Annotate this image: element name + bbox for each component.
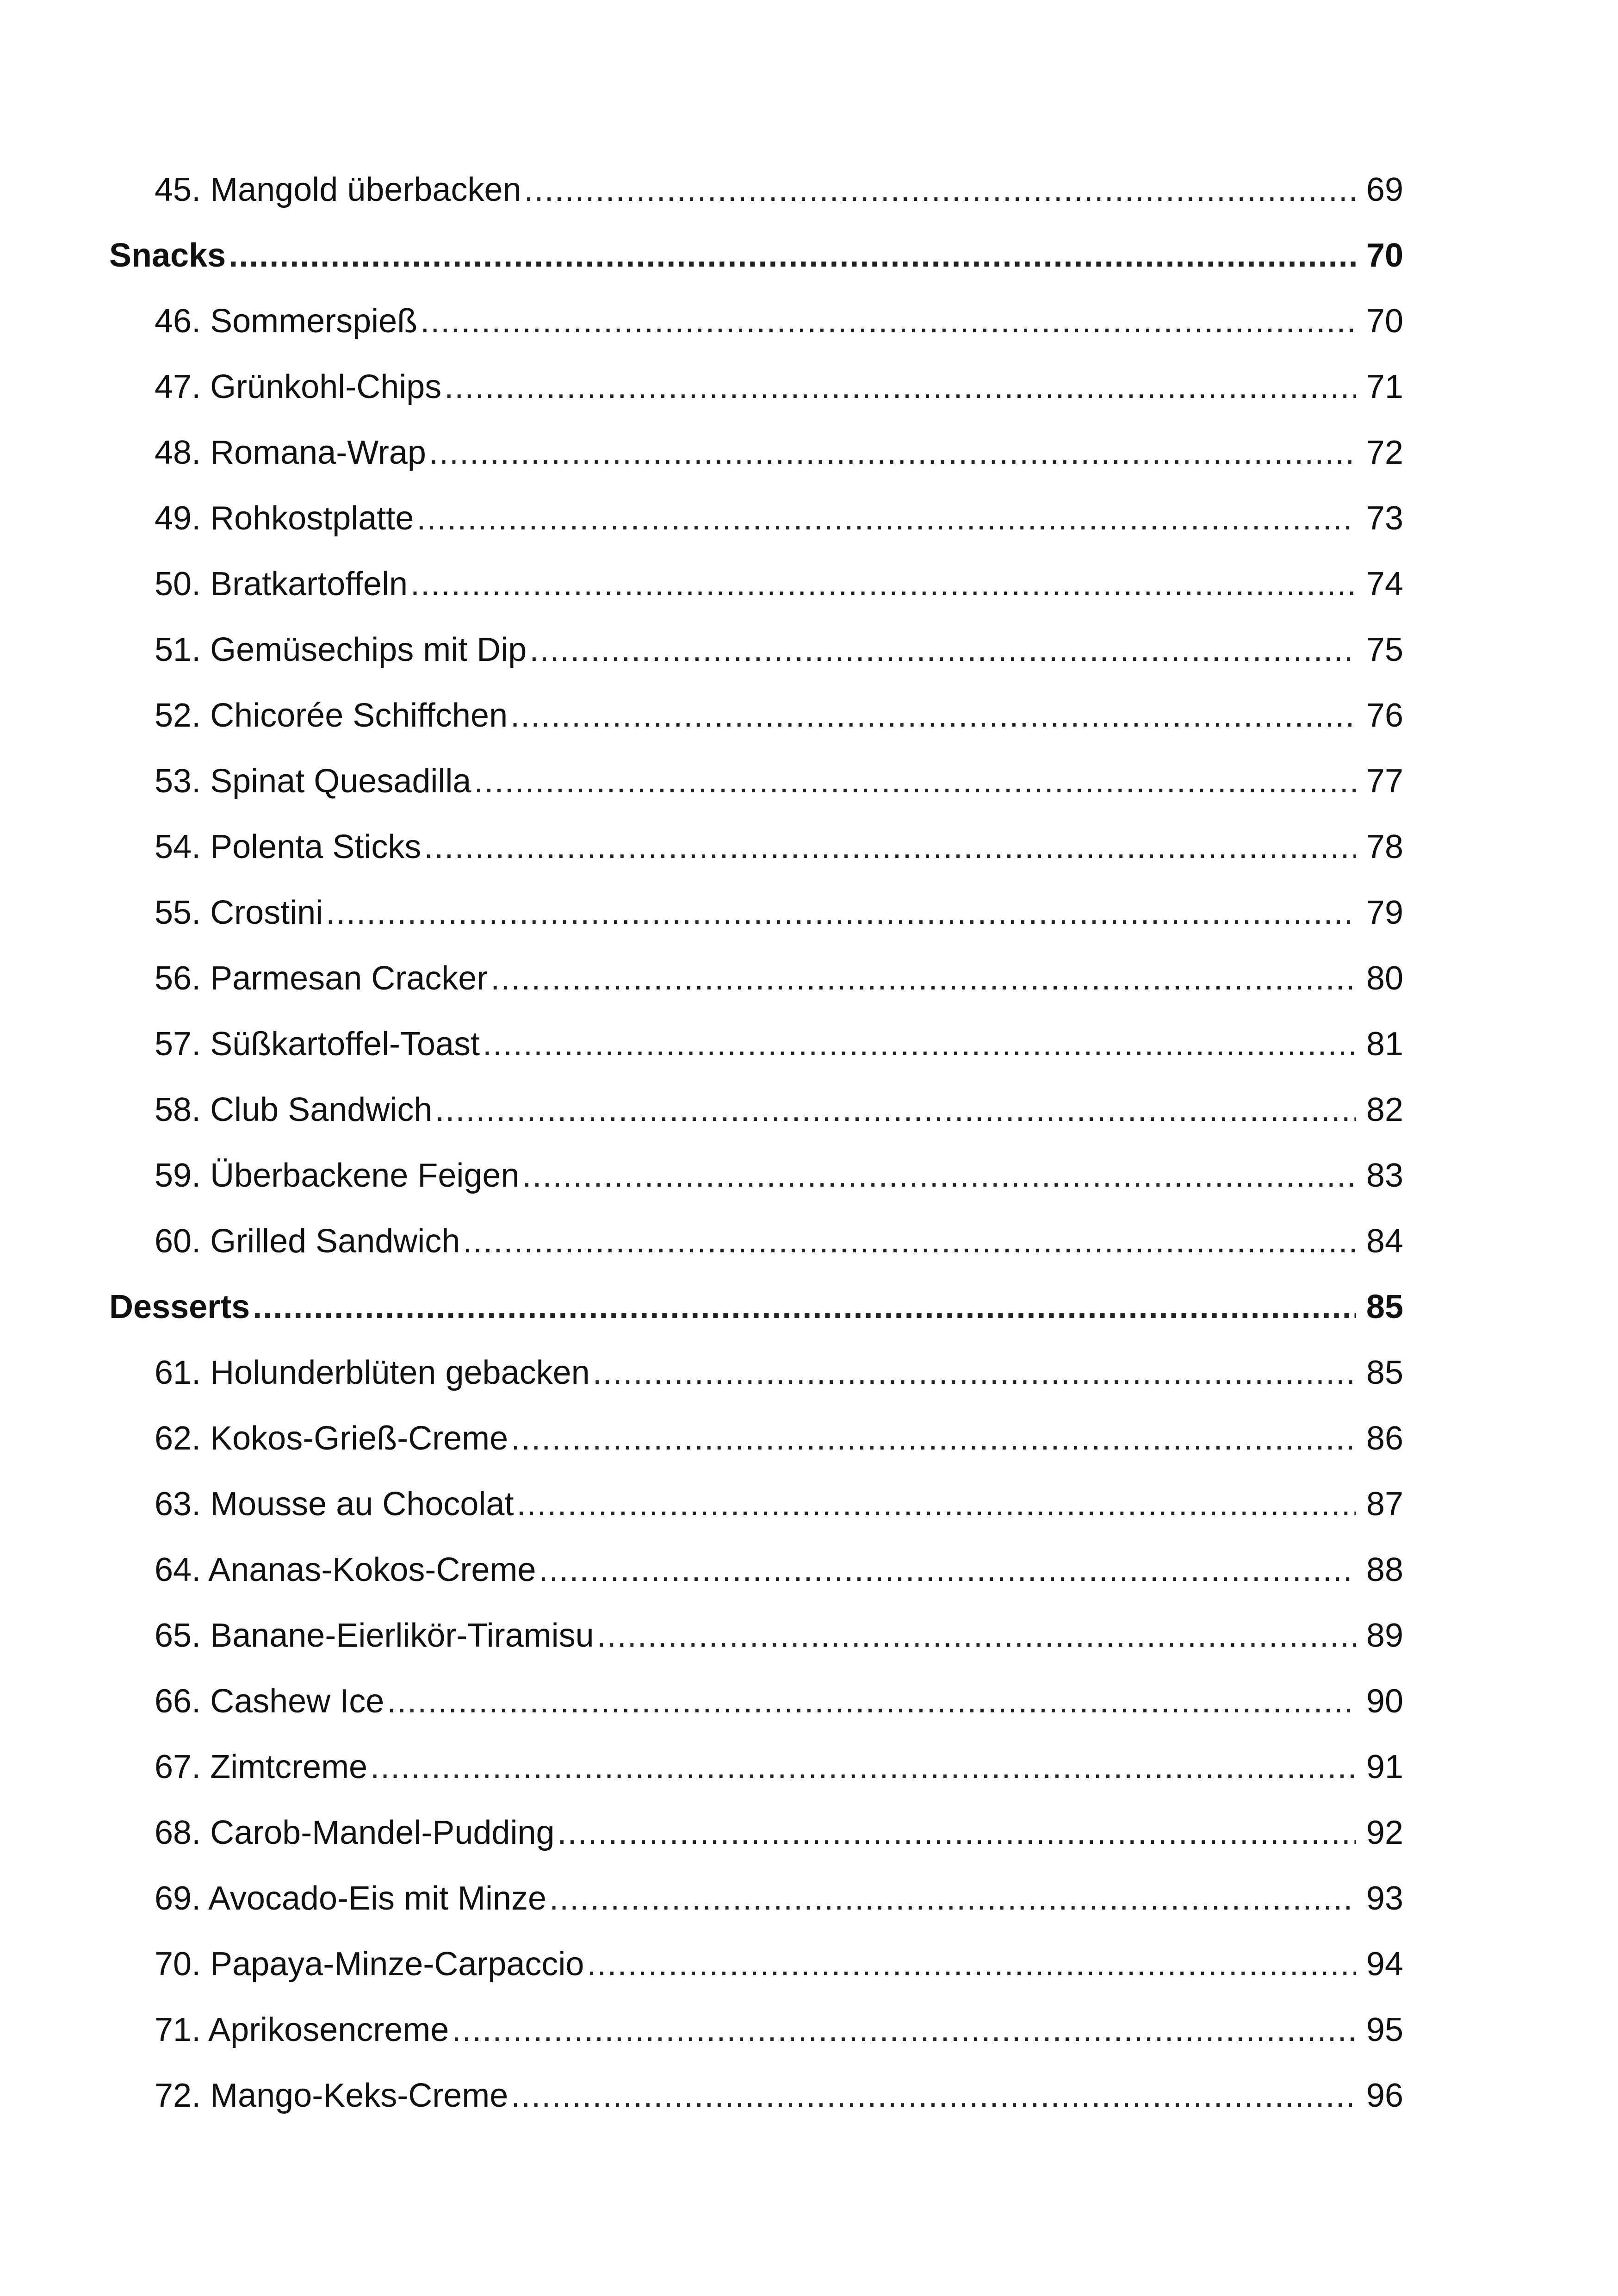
toc-page-number: 77 — [1366, 763, 1403, 800]
toc-entry[interactable] — [155, 1213, 1403, 1269]
dot-leader — [229, 228, 1356, 283]
toc-page-number: 90 — [1366, 1683, 1403, 1720]
toc-entry-title: 64. Ananas-Kokos-Creme — [155, 1551, 536, 1588]
toc-page-number: 96 — [1366, 2077, 1403, 2114]
toc-page-number: 92 — [1366, 1814, 1403, 1851]
toc-page-number: 83 — [1366, 1157, 1403, 1194]
toc-entry-title: 53. Spinat Quesadilla — [155, 763, 471, 800]
toc-entry[interactable] — [155, 1542, 1403, 1598]
toc-entry[interactable] — [155, 622, 1403, 678]
toc-entry-title: 45. Mangold überbacken — [155, 171, 521, 208]
toc-page-number: 81 — [1366, 1026, 1403, 1063]
toc-entry[interactable] — [155, 1082, 1403, 1138]
toc-page-number: 76 — [1366, 697, 1403, 734]
toc-entry-title: 68. Carob-Mandel-Pudding — [155, 1814, 555, 1851]
toc-page-number: 74 — [1366, 566, 1403, 603]
toc-entry-title: 51. Gemüsechips mit Dip — [155, 631, 527, 668]
toc-entry-title: 52. Chicorée Schiffchen — [155, 697, 508, 734]
dot-leader — [424, 819, 1356, 875]
dot-leader — [435, 1082, 1356, 1138]
toc-page-number: 70 — [1366, 237, 1403, 274]
toc-entry[interactable] — [155, 1608, 1403, 1663]
dot-leader — [416, 491, 1356, 546]
toc-entry-title: 50. Bratkartoffeln — [155, 566, 408, 603]
toc-entry[interactable] — [155, 491, 1403, 546]
toc-entry[interactable] — [155, 1148, 1403, 1203]
toc-entry[interactable] — [155, 1674, 1403, 1729]
toc-page-number: 85 — [1366, 1354, 1403, 1391]
toc-entry-title: 71. Aprikosencreme — [155, 2011, 449, 2048]
dot-leader — [370, 1739, 1356, 1795]
toc-page-number: 89 — [1366, 1617, 1403, 1654]
toc-entry[interactable] — [155, 885, 1403, 940]
toc-entry[interactable] — [155, 819, 1403, 875]
dot-leader — [387, 1674, 1356, 1729]
toc-section-heading[interactable] — [109, 1279, 1403, 1335]
dot-leader — [522, 1148, 1356, 1203]
toc-section-title: Snacks — [109, 237, 226, 274]
toc-entry-title: 57. Süßkartoffel-Toast — [155, 1026, 480, 1063]
toc-entry-title: 72. Mango-Keks-Creme — [155, 2077, 508, 2114]
toc-entry[interactable] — [155, 2002, 1403, 2058]
toc-entry[interactable] — [155, 1739, 1403, 1795]
toc-page-number: 94 — [1366, 1946, 1403, 1983]
toc-page-number: 86 — [1366, 1420, 1403, 1457]
toc-page-number: 91 — [1366, 1748, 1403, 1786]
toc-page-number: 88 — [1366, 1551, 1403, 1588]
dot-leader — [326, 885, 1356, 940]
toc-page-number: 71 — [1366, 368, 1403, 405]
toc-entry[interactable] — [155, 556, 1403, 612]
toc-entry[interactable] — [155, 425, 1403, 480]
toc-entry-title: 48. Romana-Wrap — [155, 434, 426, 471]
toc-entry-title: 46. Sommerspieß — [155, 303, 418, 340]
toc-section-heading[interactable] — [109, 228, 1403, 283]
dot-leader — [474, 753, 1356, 809]
toc-page-number: 72 — [1366, 434, 1403, 471]
toc-entry[interactable] — [155, 1476, 1403, 1532]
toc-entry-title: 65. Banane-Eierlikör-Tiramisu — [155, 1617, 594, 1654]
toc-entry-title: 54. Polenta Sticks — [155, 828, 422, 865]
toc-entry[interactable] — [155, 1936, 1403, 1992]
dot-leader — [444, 359, 1356, 415]
dot-leader — [420, 293, 1356, 349]
dot-leader — [549, 1871, 1356, 1926]
toc-page-number: 70 — [1366, 303, 1403, 340]
toc-entry-title: 55. Crostini — [155, 894, 323, 931]
dot-leader — [558, 1805, 1356, 1860]
toc-entry[interactable] — [155, 1805, 1403, 1860]
toc-entry-title: 61. Holunderblüten gebacken — [155, 1354, 590, 1391]
toc-entry[interactable] — [155, 359, 1403, 415]
toc-page-number: 78 — [1366, 828, 1403, 865]
dot-leader — [410, 556, 1356, 612]
toc-entry-title: 59. Überbackene Feigen — [155, 1157, 520, 1194]
toc-entry-title: 58. Club Sandwich — [155, 1091, 433, 1128]
toc-entry[interactable] — [155, 1411, 1403, 1466]
dot-leader — [529, 622, 1356, 678]
dot-leader — [490, 951, 1356, 1006]
toc-entry-title: 66. Cashew Ice — [155, 1683, 384, 1720]
toc-page-number: 80 — [1366, 960, 1403, 997]
toc-entry-title: 70. Papaya-Minze-Carpaccio — [155, 1946, 584, 1983]
toc-entry-title: 60. Grilled Sandwich — [155, 1223, 460, 1260]
toc-entry[interactable] — [155, 951, 1403, 1006]
dot-leader — [539, 1542, 1356, 1598]
dot-leader — [511, 1411, 1356, 1466]
toc-entry-title: 62. Kokos-Grieß-Creme — [155, 1420, 508, 1457]
toc-page-number: 85 — [1366, 1288, 1403, 1325]
dot-leader — [463, 1213, 1356, 1269]
dot-leader — [516, 1476, 1356, 1532]
toc-entry-title: 47. Grünkohl-Chips — [155, 368, 442, 405]
dot-leader — [524, 162, 1356, 218]
dot-leader — [483, 1016, 1356, 1072]
dot-leader — [452, 2002, 1356, 2058]
toc-page-number: 75 — [1366, 631, 1403, 668]
toc-page-number: 73 — [1366, 500, 1403, 537]
toc-page-number: 82 — [1366, 1091, 1403, 1128]
dot-leader — [510, 688, 1356, 743]
toc-entry-title: 56. Parmesan Cracker — [155, 960, 488, 997]
toc-page-number: 69 — [1366, 171, 1403, 208]
toc-entry[interactable] — [155, 1016, 1403, 1072]
dot-leader — [253, 1279, 1356, 1335]
toc-entry[interactable] — [155, 1345, 1403, 1400]
toc-page-number: 84 — [1366, 1223, 1403, 1260]
toc-page-number: 79 — [1366, 894, 1403, 931]
dot-leader — [587, 1936, 1356, 1992]
toc-page-number: 95 — [1366, 2011, 1403, 2048]
toc-page-number: 87 — [1366, 1486, 1403, 1523]
toc-entry[interactable] — [155, 753, 1403, 809]
toc-page-number: 93 — [1366, 1880, 1403, 1917]
toc-entry-title: 63. Mousse au Chocolat — [155, 1486, 514, 1523]
dot-leader — [593, 1345, 1356, 1400]
toc-entry[interactable] — [155, 293, 1403, 349]
toc-entry-title: 67. Zimtcreme — [155, 1748, 368, 1786]
toc-entry-title: 69. Avocado-Eis mit Minze — [155, 1880, 547, 1917]
dot-leader — [511, 2068, 1356, 2123]
toc-entry-title: 49. Rohkostplatte — [155, 500, 414, 537]
toc-entry[interactable] — [155, 1871, 1403, 1926]
dot-leader — [597, 1608, 1356, 1663]
toc-entry[interactable] — [155, 688, 1403, 743]
toc-entry[interactable] — [155, 2068, 1403, 2123]
toc-entry[interactable] — [155, 162, 1403, 218]
toc-section-title: Desserts — [109, 1288, 250, 1325]
dot-leader — [429, 425, 1356, 480]
